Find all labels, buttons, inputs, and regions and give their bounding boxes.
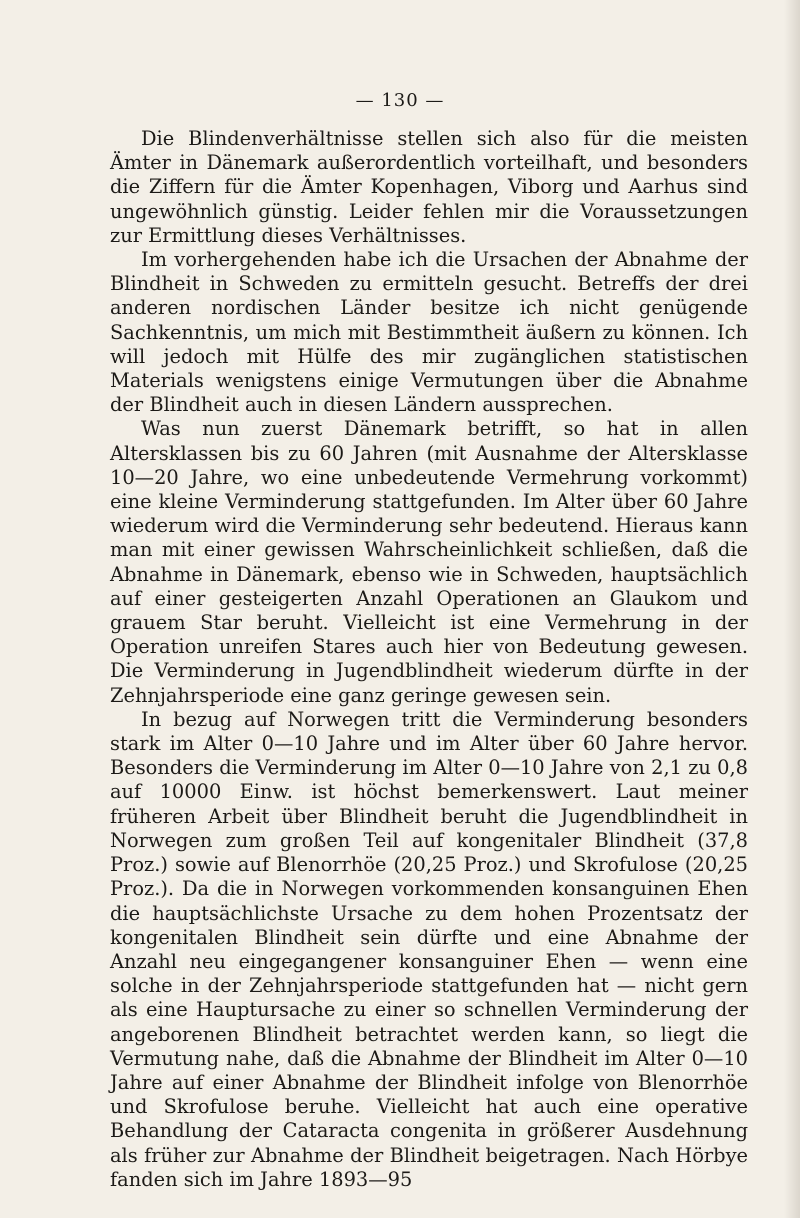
page-number: — 130 — — [355, 90, 445, 111]
paragraph-2: Im vorhergehenden habe ich die Ursachen der Abnahme der Blindheit in Schweden zu ermitteln gesucht. Betreffs der drei anderen nordischen Länder besitze ich nicht genügende Sachkenntnis, um mich mit Bestimmtheit äußern zu können. Ich will jedoch mit Hülfe des mir zugänglichen statistischen Materials wenigstens einige Vermutungen über die Abnahme der Blindheit auch in diesen Ländern aussprechen. — [110, 248, 748, 417]
page-edge-shadow — [784, 0, 800, 1218]
paragraph-3: Was nun zuerst Dänemark betrifft, so hat in allen Altersklassen bis zu 60 Jahren (mit Ausnahme der Altersklasse 10—20 Jahre, wo eine unbedeutende Vermehrung vorkommt) eine kleine Verminderung stattgefunden. Im Alter über 60 Jahre wiederum wird die Verminderung sehr bedeutend. Hieraus kann man mit einer gewissen Wahrscheinlichkeit schließen, daß die Abnahme in Dänemark, ebenso wie in Schweden, hauptsächlich auf einer gesteigerten Anzahl Operationen an Glaukom und grauem Star beruht. Vielleicht ist eine Vermehrung in der Operation unreifen Stares auch hier von Bedeutung gewesen. Die Verminderung in Jugendblindheit wiederum dürfte in der Zehnjahrsperiode eine ganz geringe gewesen sein. — [110, 417, 748, 707]
body-text — [110, 127, 748, 1192]
paragraph-4: In bezug auf Norwegen tritt die Verminderung besonders stark im Alter 0—10 Jahre und im Alter über 60 Jahre hervor. Besonders die Verminderung im Alter 0—10 Jahre von 2,1 zu 0,8 auf 10000 Einw. ist höchst bemerkenswert. Laut meiner früheren Arbeit über Blindheit beruht die Jugendblindheit in Norwegen zum großen Teil auf kongenitaler Blindheit (37,8 Proz.) sowie auf Blenorrhöe (20,25 Proz.) und Skrofulose (20,25 Proz.). Da die in Norwegen vorkommenden konsanguinen Ehen die hauptsächlichste Ursache zu dem hohen Prozentsatz der kongenitalen Blindheit sein dürfte und eine Abnahme der Anzahl neu eingegangener konsanguiner Ehen — wenn eine solche in der Zehnjahrsperiode stattgefunden hat — nicht gern als eine Hauptursache zu einer so schnellen Verminderung der angeborenen Blindheit betrachtet werden kann, so liegt die Vermutung nahe, daß die Abnahme der Blindheit im Alter 0—10 Jahre auf einer Abnahme der Blindheit infolge von Blenorrhöe und Skrofulose beruhe. Vielleicht hat auch eine operative Behandlung der Cataracta congenita in größerer Ausdehnung als früher zur Abnahme der Blindheit beigetragen. Nach Hörbye fanden sich im Jahre 1893—95 — [110, 707, 748, 1191]
paragraph-1: Die Blindenverhältnisse stellen sich also für die meisten Ämter in Dänemark außerordentlich vorteilhaft, und besonders die Ziffern für die Ämter Kopenhagen, Viborg und Aarhus sind ungewöhnlich günstig. Leider fehlen mir die Voraussetzungen zur Ermittlung dieses Verhältnisses. — [110, 127, 748, 247]
